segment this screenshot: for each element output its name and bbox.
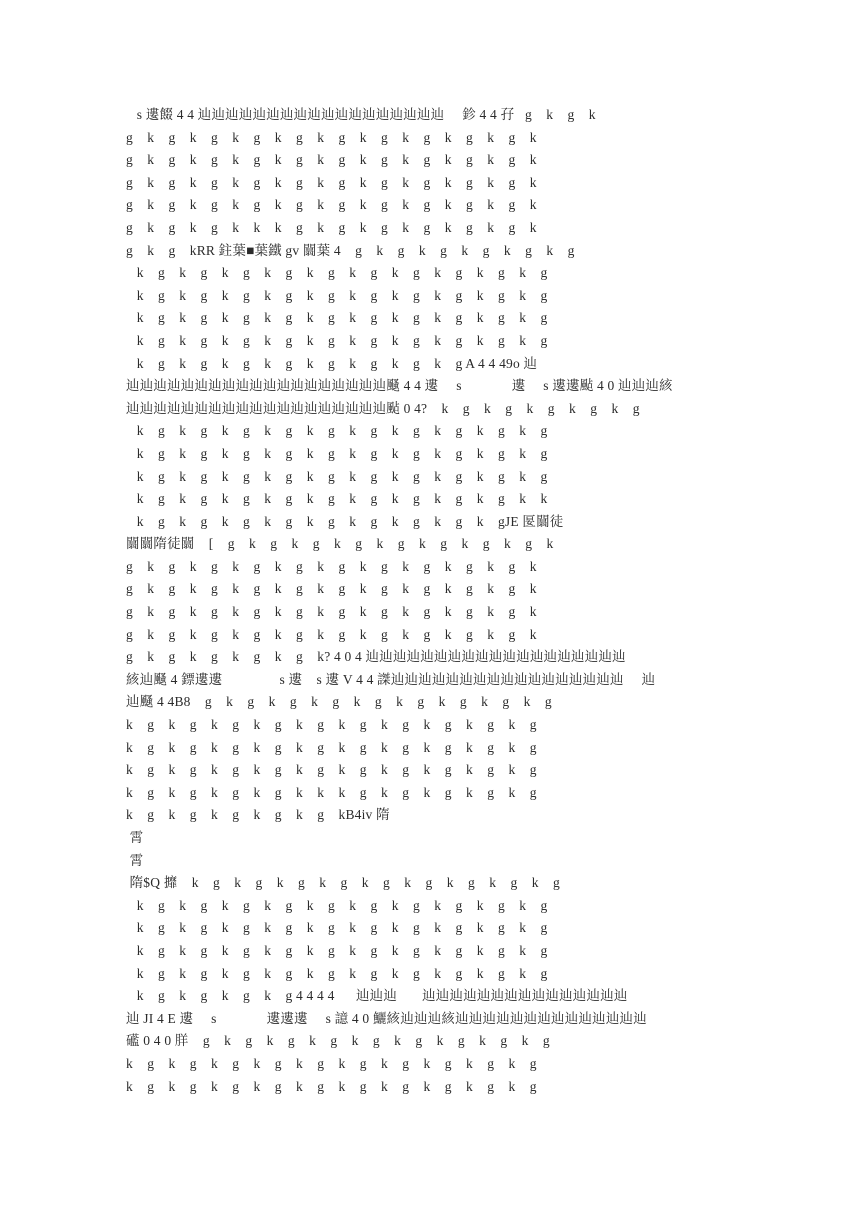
text-line: k g k g k g k g k g k g k g k g k g k g <box>126 1078 537 1094</box>
text-line: 霄 <box>126 852 144 868</box>
text-line: k g k g k g k g k g k g k g k g k g k g <box>126 897 548 913</box>
text-line: s 遱餟 4 4 辿辿辿辿辿辿辿辿辿辿辿辿辿辿辿辿辿辿 鉁 4 4 孖 g k g k <box>126 107 596 122</box>
text-line: 霄 <box>126 830 144 845</box>
text-line: 絯辿颾 4 鏢遱遱 s 遱 s 遱 V 4 4 謋辿辿辿辿辿辿辿辿辿辿辿辿辿辿辿辿辿 辿 <box>126 671 656 687</box>
text-line: k g k g k g k g 4 4 4 4 辿辿辿 辿辿辿辿辿辿辿辿辿辿辿辿辿辿辿 <box>126 988 628 1004</box>
text-line: 辿 JI 4 E 遱 s 遱遱遱 s 譩 4 0 鱺絯辿辿辿絯辿辿辿辿辿辿辿辿辿辿辿辿辿辿 <box>126 1010 647 1026</box>
text-line: k g k g k g k g k g k g k g k g k g k g <box>126 920 548 936</box>
text-line: k g k g k g k g k g k g k g k g k g k g <box>126 717 537 733</box>
garbled-text-block <box>126 104 738 1098</box>
text-line: g k g k g k g k g k g k g k g k g k g k <box>126 626 537 642</box>
text-line: g k g k g k g k g k g k g k g k g k g k <box>126 197 537 213</box>
text-line: g k g k g k g k g k g k g k g k g k g k <box>126 581 537 597</box>
text-line: 辿辿辿辿辿辿辿辿辿辿辿辿辿辿辿辿辿辿辿颾 4 4 遱 s 遱 s 遱遱颭 4 0 辿辿辿絯 <box>126 378 673 394</box>
text-line: 闒闒隋徒闒 [ g k g k g k g k g k g k g k g k <box>126 536 554 552</box>
text-line: k g k g k g k g k g k g k g k g k g k g <box>126 739 537 755</box>
text-line: k g k g k g k g k g k g k g k g k g k g <box>126 310 548 326</box>
text-line: 隋$Q 攠 k g k g k g k g k g k g k g k g k g <box>126 875 560 891</box>
text-line: k g k g k g k g k g k g k g k g A 4 4 49o 辿 <box>126 355 538 371</box>
text-line: k g k g k g k g k g kB4iv 隋 <box>126 807 390 823</box>
text-line: k g k g k g k g k g k g k g k g k g k g <box>126 965 548 981</box>
text-line: g k g k g k g k g k g k g k g k g k g k <box>126 604 537 620</box>
text-line: k g k g k g k g k g k g k g k g k g k k <box>126 491 548 507</box>
text-line: 礷 0 4 0 羘 g k g k g k g k g k g k g k g k g <box>126 1033 550 1049</box>
text-line: g k g k g k g k g k g k g k g k g k g k <box>126 129 537 145</box>
text-line: k g k g k g k g k g k g k g k g k g k g <box>126 762 537 778</box>
text-line: g k g k g k g k g k g k g k g k g k g k <box>126 174 537 190</box>
text-line: k g k g k g k g k g k g k g k g k gJE 匽闒徒 <box>126 513 564 529</box>
text-line: k g k g k g k g k k k g k g k g k g k g <box>126 784 537 800</box>
text-line: g k g k g k g k g k g k g k g k g k g k <box>126 558 537 574</box>
text-line: g k g k g k g k g k g k g k g k g k g k <box>126 152 537 168</box>
text-line: 辿辿辿辿辿辿辿辿辿辿辿辿辿辿辿辿辿辿辿颭 0 4? k g k g k g k g k g <box>126 400 640 416</box>
text-line: g k g kRR 鉒葉■葉鐵 gv 闒葉 4 g k g k g k g k g k g <box>126 242 575 258</box>
text-line: k g k g k g k g k g k g k g k g k g k g <box>126 468 548 484</box>
text-line: 辿颾 4 4B8 g k g k g k g k g k g k g k g k g <box>126 694 552 710</box>
text-line: k g k g k g k g k g k g k g k g k g k g <box>126 332 548 348</box>
text-line: k g k g k g k g k g k g k g k g k g k g <box>126 423 548 439</box>
text-line: g k g k g k k k g k g k g k g k g k g k <box>126 219 537 235</box>
text-line: k g k g k g k g k g k g k g k g k g k g <box>126 287 548 303</box>
text-line: k g k g k g k g k g k g k g k g k g k g <box>126 445 548 461</box>
text-line: k g k g k g k g k g k g k g k g k g k g <box>126 265 548 281</box>
text-line: k g k g k g k g k g k g k g k g k g k g <box>126 942 548 958</box>
text-line: g k g k g k g k g k? 4 0 4 辿辿辿辿辿辿辿辿辿辿辿辿辿辿辿辿辿辿辿 <box>126 649 626 665</box>
text-line: k g k g k g k g k g k g k g k g k g k g <box>126 1055 537 1071</box>
